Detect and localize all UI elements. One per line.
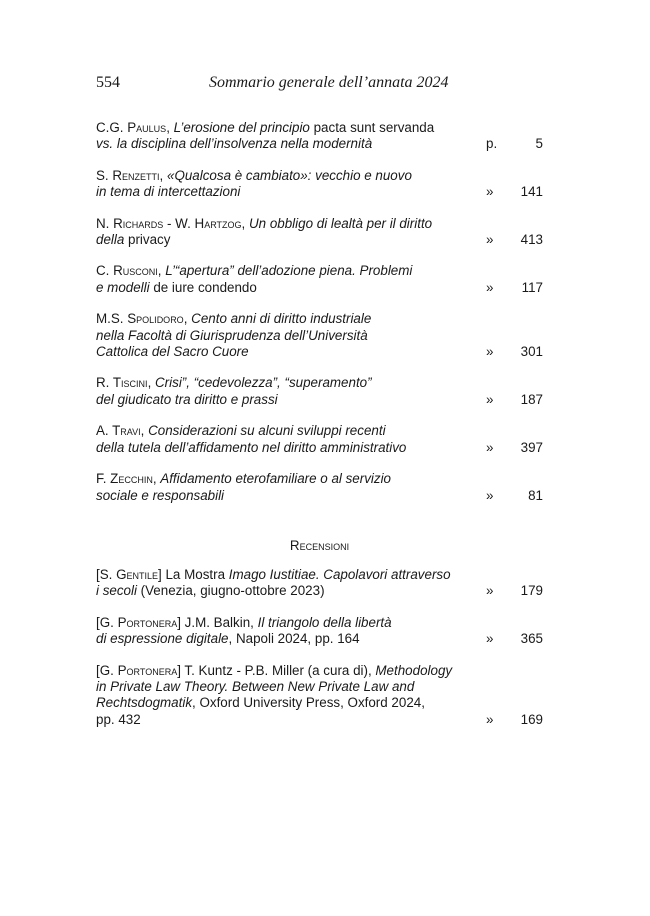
page-marker: » xyxy=(486,184,494,200)
entry-title-plain: pacta sunt servanda xyxy=(313,120,435,135)
entry-author: C.G. Paulus xyxy=(96,120,167,135)
entry-title: «Qualcosa è cambiato»: vecchio e nuovo xyxy=(167,167,412,183)
toc-entry xyxy=(96,120,543,153)
page-marker: » xyxy=(486,391,494,407)
entry-page: 169 xyxy=(520,711,543,727)
entry-title: L’erosione del principio xyxy=(173,120,314,135)
page-marker: » xyxy=(486,344,494,360)
entry-page: 365 xyxy=(520,631,543,647)
entry-title-line2: e modelli xyxy=(96,279,154,295)
toc-entry xyxy=(96,375,543,408)
entry-page: 117 xyxy=(521,279,543,295)
review-text: La Mostra xyxy=(165,567,229,582)
entry-page: 5 xyxy=(535,136,543,152)
entry-text: [G. Portonera] T. Kuntz - P.B. Miller (a cura di), Methodology in Private Law Theory. Between New Private Law and Rechtsdogmatik, Oxford University Press, Oxford 2024, pp. 432 xyxy=(96,662,453,727)
entry-title-line2: del giudicato tra diritto e prassi xyxy=(96,391,278,407)
entry-title-line2: sociale e responsabili xyxy=(96,487,225,503)
review-title: Imago Iustitiae. Capolavori attraverso xyxy=(228,567,451,582)
entry-text: F. Zecchin, Affidamento eterofamiliare o al servizio sociale e responsabili xyxy=(96,471,392,503)
page-marker: » xyxy=(486,711,494,727)
entry-author: F. Zecchin xyxy=(96,471,153,487)
entry-page: 141 xyxy=(520,184,543,200)
page-marker: p. xyxy=(486,136,498,152)
entry-text: [S. Gentile] La Mostra Imago Iustitiae. Capolavori attraverso i secoli (Venezia, giugno-ottobre 2023) xyxy=(96,567,451,599)
review-entry xyxy=(96,663,543,729)
toc-entry xyxy=(96,216,543,249)
review-title-line2: i secoli xyxy=(96,583,137,599)
review-info: , Napoli 2024, pp. 164 xyxy=(228,631,360,647)
review-pages: pp. 432 xyxy=(96,711,141,727)
entry-author: N. Richards - W. Hartzog xyxy=(96,215,242,231)
page-marker: » xyxy=(486,631,494,647)
entry-title: Crisi”, “cedevolezza”, “superamento” xyxy=(155,375,372,391)
section-heading: Recensioni xyxy=(289,538,350,553)
entry-title-plain: de iure condendo xyxy=(153,279,257,295)
review-title-line2: in Private Law Theory. Between New Private Law and xyxy=(96,679,415,695)
page-marker: » xyxy=(486,439,494,455)
entry-title-line2: in tema di intercettazioni xyxy=(96,184,241,200)
entry-text: S. Renzetti, «Qualcosa è cambiato»: vecchio e nuovo in tema di intercettazioni xyxy=(96,167,412,200)
page-marker: » xyxy=(486,279,494,295)
entry-title: Un obbligo di lealtà per il diritto xyxy=(249,215,433,231)
entry-author: M.S. Spolidoro xyxy=(96,311,184,327)
toc-entry xyxy=(96,471,543,504)
entry-title: Considerazioni su alcuni sviluppi recenti xyxy=(148,423,386,439)
review-info: , Oxford University Press, Oxford 2024, xyxy=(192,695,425,711)
entry-author: A. Travi xyxy=(96,423,141,439)
review-list xyxy=(96,567,543,743)
review-title: Methodology xyxy=(375,662,453,678)
entry-text: A. Travi, Considerazioni su alcuni sviluppi recenti della tutela dell’affidamento nel diritto amministrativo xyxy=(96,423,407,455)
entry-title-line2: della xyxy=(96,232,129,248)
entry-page: 179 xyxy=(520,583,543,599)
entry-page: 397 xyxy=(520,439,543,455)
entry-text: C.G. Paulus, L’erosione del principio pacta sunt servanda vs. la disciplina dell’insolvenza nella modernità xyxy=(96,120,435,152)
entry-page: 81 xyxy=(528,487,543,503)
review-text: J.M. Balkin, xyxy=(184,614,258,630)
entry-author: S. Renzetti xyxy=(96,167,160,183)
toc-entry xyxy=(96,311,543,360)
toc-entry xyxy=(96,423,543,456)
reviewer-name: G. Portonera xyxy=(99,662,178,678)
toc-entry xyxy=(96,263,543,296)
entry-text: [G. Portonera] J.M. Balkin, Il triangolo della libertà di espressione digitale, Napoli 2024, pp. 164 xyxy=(96,614,392,647)
entry-page: 413 xyxy=(520,232,543,248)
running-title: Sommario generale dell’annata 2024 xyxy=(209,74,449,91)
review-title-line2: di espressione digitale xyxy=(96,631,229,647)
entry-title: L’“apertura” dell’adozione piena. Problemi xyxy=(165,263,413,279)
entry-page: 187 xyxy=(520,391,543,407)
entry-author: C. Rusconi xyxy=(96,263,158,279)
page-marker: » xyxy=(486,487,494,503)
entry-title-plain: privacy xyxy=(128,232,171,248)
page-marker: » xyxy=(486,583,494,599)
entry-text: N. Richards - W. Hartzog, Un obbligo di lealtà per il diritto della privacy xyxy=(96,215,433,248)
entry-title-line3: Cattolica del Sacro Cuore xyxy=(96,344,249,360)
entry-title: Cento anni di diritto industriale xyxy=(191,311,372,327)
reviewer-name: G. Portonera xyxy=(99,614,178,630)
review-title-line3: Rechtsdogmatik xyxy=(96,695,193,711)
entry-page: 301 xyxy=(520,344,543,360)
entry-author: R. Tiscini xyxy=(96,375,148,391)
page-number: 554 xyxy=(96,74,120,91)
entry-text: R. Tiscini, Crisi”, “cedevolezza”, “superamento” del giudicato tra diritto e prassi xyxy=(96,375,372,407)
entry-title: Affidamento eterofamiliare o al servizio xyxy=(160,471,392,487)
toc-entry xyxy=(96,168,543,201)
review-text: T. Kuntz - P.B. Miller (a cura di), xyxy=(184,662,376,678)
review-entry xyxy=(96,615,543,648)
entry-text: C. Rusconi, L’“apertura” dell’adozione piena. Problemi e modelli de iure condendo xyxy=(96,263,413,295)
review-entry xyxy=(96,567,543,600)
entry-title-line2: della tutela dell’affidamento nel diritto amministrativo xyxy=(96,439,407,455)
reviewer-name: S. Gentile xyxy=(99,567,159,582)
article-list xyxy=(96,120,543,519)
review-info: (Venezia, giugno-ottobre 2023) xyxy=(136,583,325,599)
running-header xyxy=(96,74,546,98)
page-marker: » xyxy=(486,232,494,248)
entry-title-line2: nella Facoltà di Giurisprudenza dell’Università xyxy=(96,327,368,343)
entry-text: M.S. Spolidoro, Cento anni di diritto industriale nella Facoltà di Giurisprudenza dell’Università Cattolica del Sacro Cuore xyxy=(96,311,372,360)
entry-title-line2: vs. la disciplina dell’insolvenza nella modernità xyxy=(96,136,373,152)
review-title: Il triangolo della libertà xyxy=(257,614,392,630)
